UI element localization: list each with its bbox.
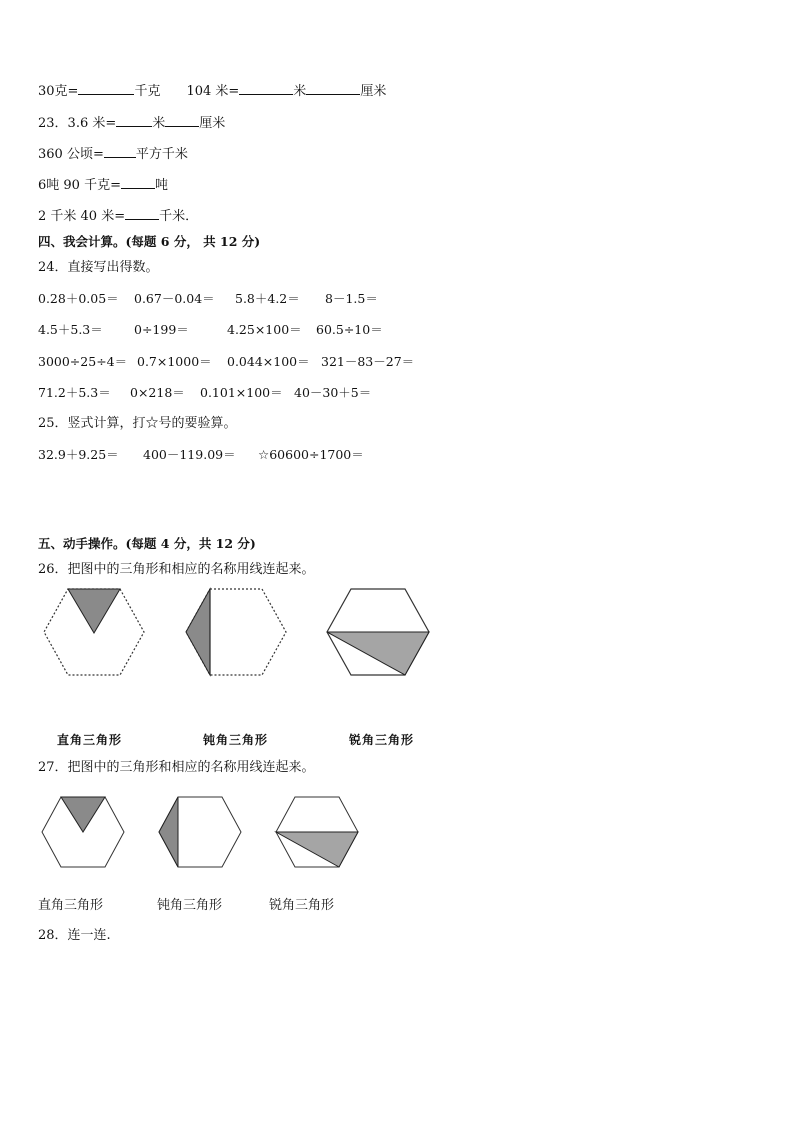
calc-item: 40－30＋5＝	[294, 385, 372, 400]
answer-blank[interactable]	[121, 176, 155, 189]
hexagon-right-triangle-figure	[42, 587, 146, 679]
question-26: 26．把图中的三角形和相应的名称用线连起来。	[38, 562, 315, 577]
label-right-triangle: 直角三角形	[57, 733, 123, 747]
conversion-left: 2 千米 40 米=	[38, 209, 126, 224]
obtuse-triangle-shape	[186, 589, 210, 675]
question-23	[38, 114, 225, 133]
answer-blank[interactable]	[125, 207, 159, 220]
conversion-unit: 厘米	[199, 116, 226, 131]
question-23-c	[38, 176, 168, 195]
conversion-line-1	[38, 82, 386, 101]
question-25: 25．竖式计算，打☆号的要验算。	[38, 416, 237, 431]
conversion-unit-b2: 厘米	[360, 84, 387, 99]
hexagon-acute-triangle-figure	[274, 795, 360, 869]
calc-item: 321－83－27＝	[321, 354, 415, 369]
hexagon-acute-triangle-figure	[325, 587, 431, 679]
label-obtuse-triangle: 钝角三角形	[157, 898, 223, 913]
calc-item: 3000÷25÷4＝	[38, 354, 128, 369]
label-obtuse-triangle: 钝角三角形	[203, 733, 269, 747]
right-triangle-shape	[61, 797, 105, 832]
calc-item: ☆60600÷1700＝	[258, 447, 364, 462]
answer-blank[interactable]	[78, 82, 134, 95]
acute-triangle-shape	[327, 632, 429, 675]
answer-blank[interactable]	[165, 114, 199, 127]
question-24: 24．直接写出得数。	[38, 260, 159, 275]
calc-item: 8－1.5＝	[325, 291, 378, 306]
calc-item: 0.7×1000＝	[137, 354, 212, 369]
calc-item: 0×218＝	[130, 385, 185, 400]
calc-item: 400－119.09＝	[143, 447, 236, 462]
conversion-left-a: 30克=	[38, 84, 79, 99]
label-right-triangle: 直角三角形	[38, 898, 104, 913]
calc-item: 32.9＋9.25＝	[38, 447, 119, 462]
calc-item: 0.28＋0.05＝	[38, 291, 119, 306]
hexagon-obtuse-triangle-figure	[184, 587, 288, 679]
conversion-left-b: 104 米=	[186, 84, 240, 99]
calc-item: 0.044×100＝	[227, 354, 310, 369]
calc-item: 0.67－0.04＝	[134, 291, 215, 306]
obtuse-triangle-shape	[159, 797, 178, 867]
label-acute-triangle: 锐角三角形	[269, 898, 335, 913]
answer-blank[interactable]	[104, 145, 136, 158]
acute-triangle-shape	[276, 832, 358, 867]
conversion-unit-a: 千克	[134, 84, 161, 99]
answer-blank[interactable]	[306, 82, 360, 95]
calc-item: 4.25×100＝	[227, 322, 302, 337]
label-acute-triangle: 锐角三角形	[349, 733, 415, 747]
right-triangle-shape	[68, 589, 120, 633]
conversion-unit-b1: 米	[293, 84, 307, 99]
question-27: 27．把图中的三角形和相应的名称用线连起来。	[38, 760, 315, 775]
conversion-unit: 吨	[154, 178, 168, 193]
answer-blank[interactable]	[239, 82, 293, 95]
section-4-heading: 四、我会计算。(每题 6 分， 共 12 分)	[38, 234, 261, 249]
calc-item: 71.2＋5.3＝	[38, 385, 111, 400]
question-number: 23．	[38, 116, 68, 131]
conversion-unit: 平方千米	[135, 147, 188, 162]
conversion-unit: 千米．	[159, 209, 199, 224]
question-23-b	[38, 145, 188, 164]
hexagon-right-triangle-figure	[40, 795, 126, 869]
calc-item: 5.8＋4.2＝	[235, 291, 300, 306]
conversion-left: 6吨 90 千克=	[38, 178, 121, 193]
conversion-left: 360 公顷=	[38, 147, 104, 162]
hexagon-obtuse-triangle-figure	[157, 795, 243, 869]
answer-blank[interactable]	[116, 114, 152, 127]
conversion-left: 3.6 米=	[67, 116, 117, 131]
section-5-heading: 五、动手操作。(每题 4 分，共 12 分)	[38, 536, 256, 551]
question-23-d	[38, 207, 198, 226]
calc-item: 0.101×100＝	[200, 385, 283, 400]
question-28: 28．连一连.	[38, 928, 111, 943]
conversion-unit: 米	[152, 116, 166, 131]
calc-item: 60.5÷10＝	[316, 322, 383, 337]
calc-item: 0÷199＝	[134, 322, 189, 337]
calc-item: 4.5＋5.3＝	[38, 322, 103, 337]
